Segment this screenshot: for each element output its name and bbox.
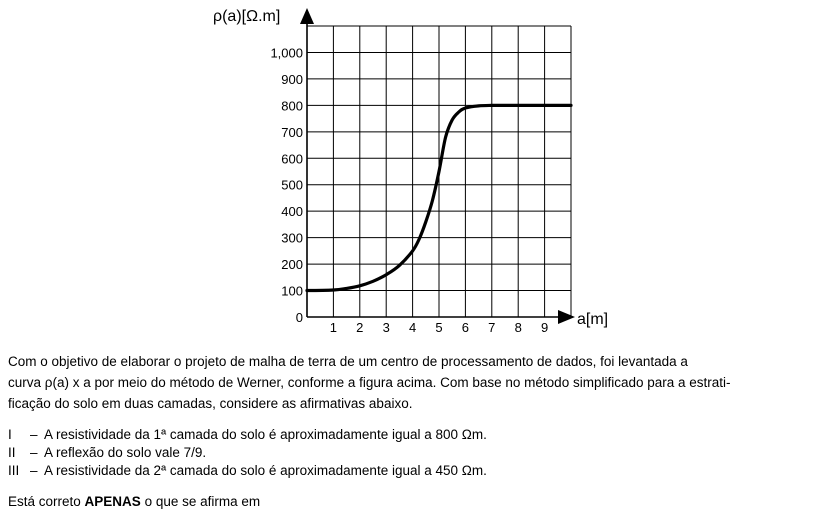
y-tick-label: 200: [281, 257, 303, 273]
statement-number: I: [8, 427, 12, 442]
x-tick-label: 3: [382, 320, 390, 335]
y-tick-label: 900: [281, 71, 303, 87]
statement-item: [8, 443, 206, 462]
intro-paragraph-line-2: curva ρ(a) x a por meio do método de Werner, conforme a figura acima. Com base no método simplificado para a estrati-: [8, 375, 731, 390]
statement-dash: –: [30, 463, 38, 478]
question-emphasis: APENAS: [84, 494, 141, 509]
chart-axes: [300, 8, 575, 324]
x-tick-label: 4: [408, 320, 417, 335]
y-tick-label: 700: [281, 124, 303, 140]
intro-paragraph-line-1: Com o objetivo de elaborar o projeto de malha de terra de um centro de processamento de dados, foi levantada a: [8, 354, 688, 369]
statement-item: [8, 461, 487, 480]
x-axis-label: a[m]: [577, 311, 609, 328]
question-prefix: Está correto: [8, 494, 81, 509]
statement-text: A reflexão do solo vale 7/9.: [44, 445, 207, 460]
y-tick-label: 800: [281, 98, 303, 114]
question-prompt: [8, 492, 260, 511]
y-tick-label: 600: [281, 151, 303, 167]
x-tick-label: 2: [356, 320, 364, 335]
statement-text: A resistividade da 2ª camada do solo é aproximadamente igual a 450 Ωm.: [44, 463, 487, 478]
y-tick-label: 500: [281, 177, 303, 193]
y-tick-label: 400: [281, 204, 303, 220]
x-axis-arrow-icon: [558, 310, 575, 324]
x-tick-label: 1: [329, 320, 338, 335]
x-tick-label: 5: [435, 320, 443, 335]
x-tick-label: 8: [514, 320, 522, 335]
statement-item: [8, 425, 487, 444]
y-axis-label: ρ(a)[Ω.m]: [213, 8, 281, 25]
y-tick-label: 300: [281, 230, 303, 246]
statement-number: III: [8, 463, 20, 478]
statement-number: II: [8, 445, 16, 460]
statement-dash: –: [30, 427, 38, 442]
statement-dash: –: [30, 445, 38, 460]
question-suffix: o que se afirma em: [144, 494, 261, 509]
x-tick-label: 7: [488, 320, 496, 335]
x-tick-label: 6: [461, 320, 470, 335]
x-tick-label: 9: [540, 320, 549, 335]
y-tick-label: 100: [281, 283, 303, 299]
statement-text: A resistividade da 1ª camada do solo é aproximadamente igual a 800 Ωm.: [44, 427, 487, 442]
intro-paragraph-line-3: ficação do solo em duas camadas, considere as afirmativas abaixo.: [8, 396, 413, 411]
y-axis-arrow-icon: [300, 8, 314, 24]
y-tick-label: 1,000: [270, 45, 303, 61]
y-tick-label: 0: [295, 310, 303, 325]
